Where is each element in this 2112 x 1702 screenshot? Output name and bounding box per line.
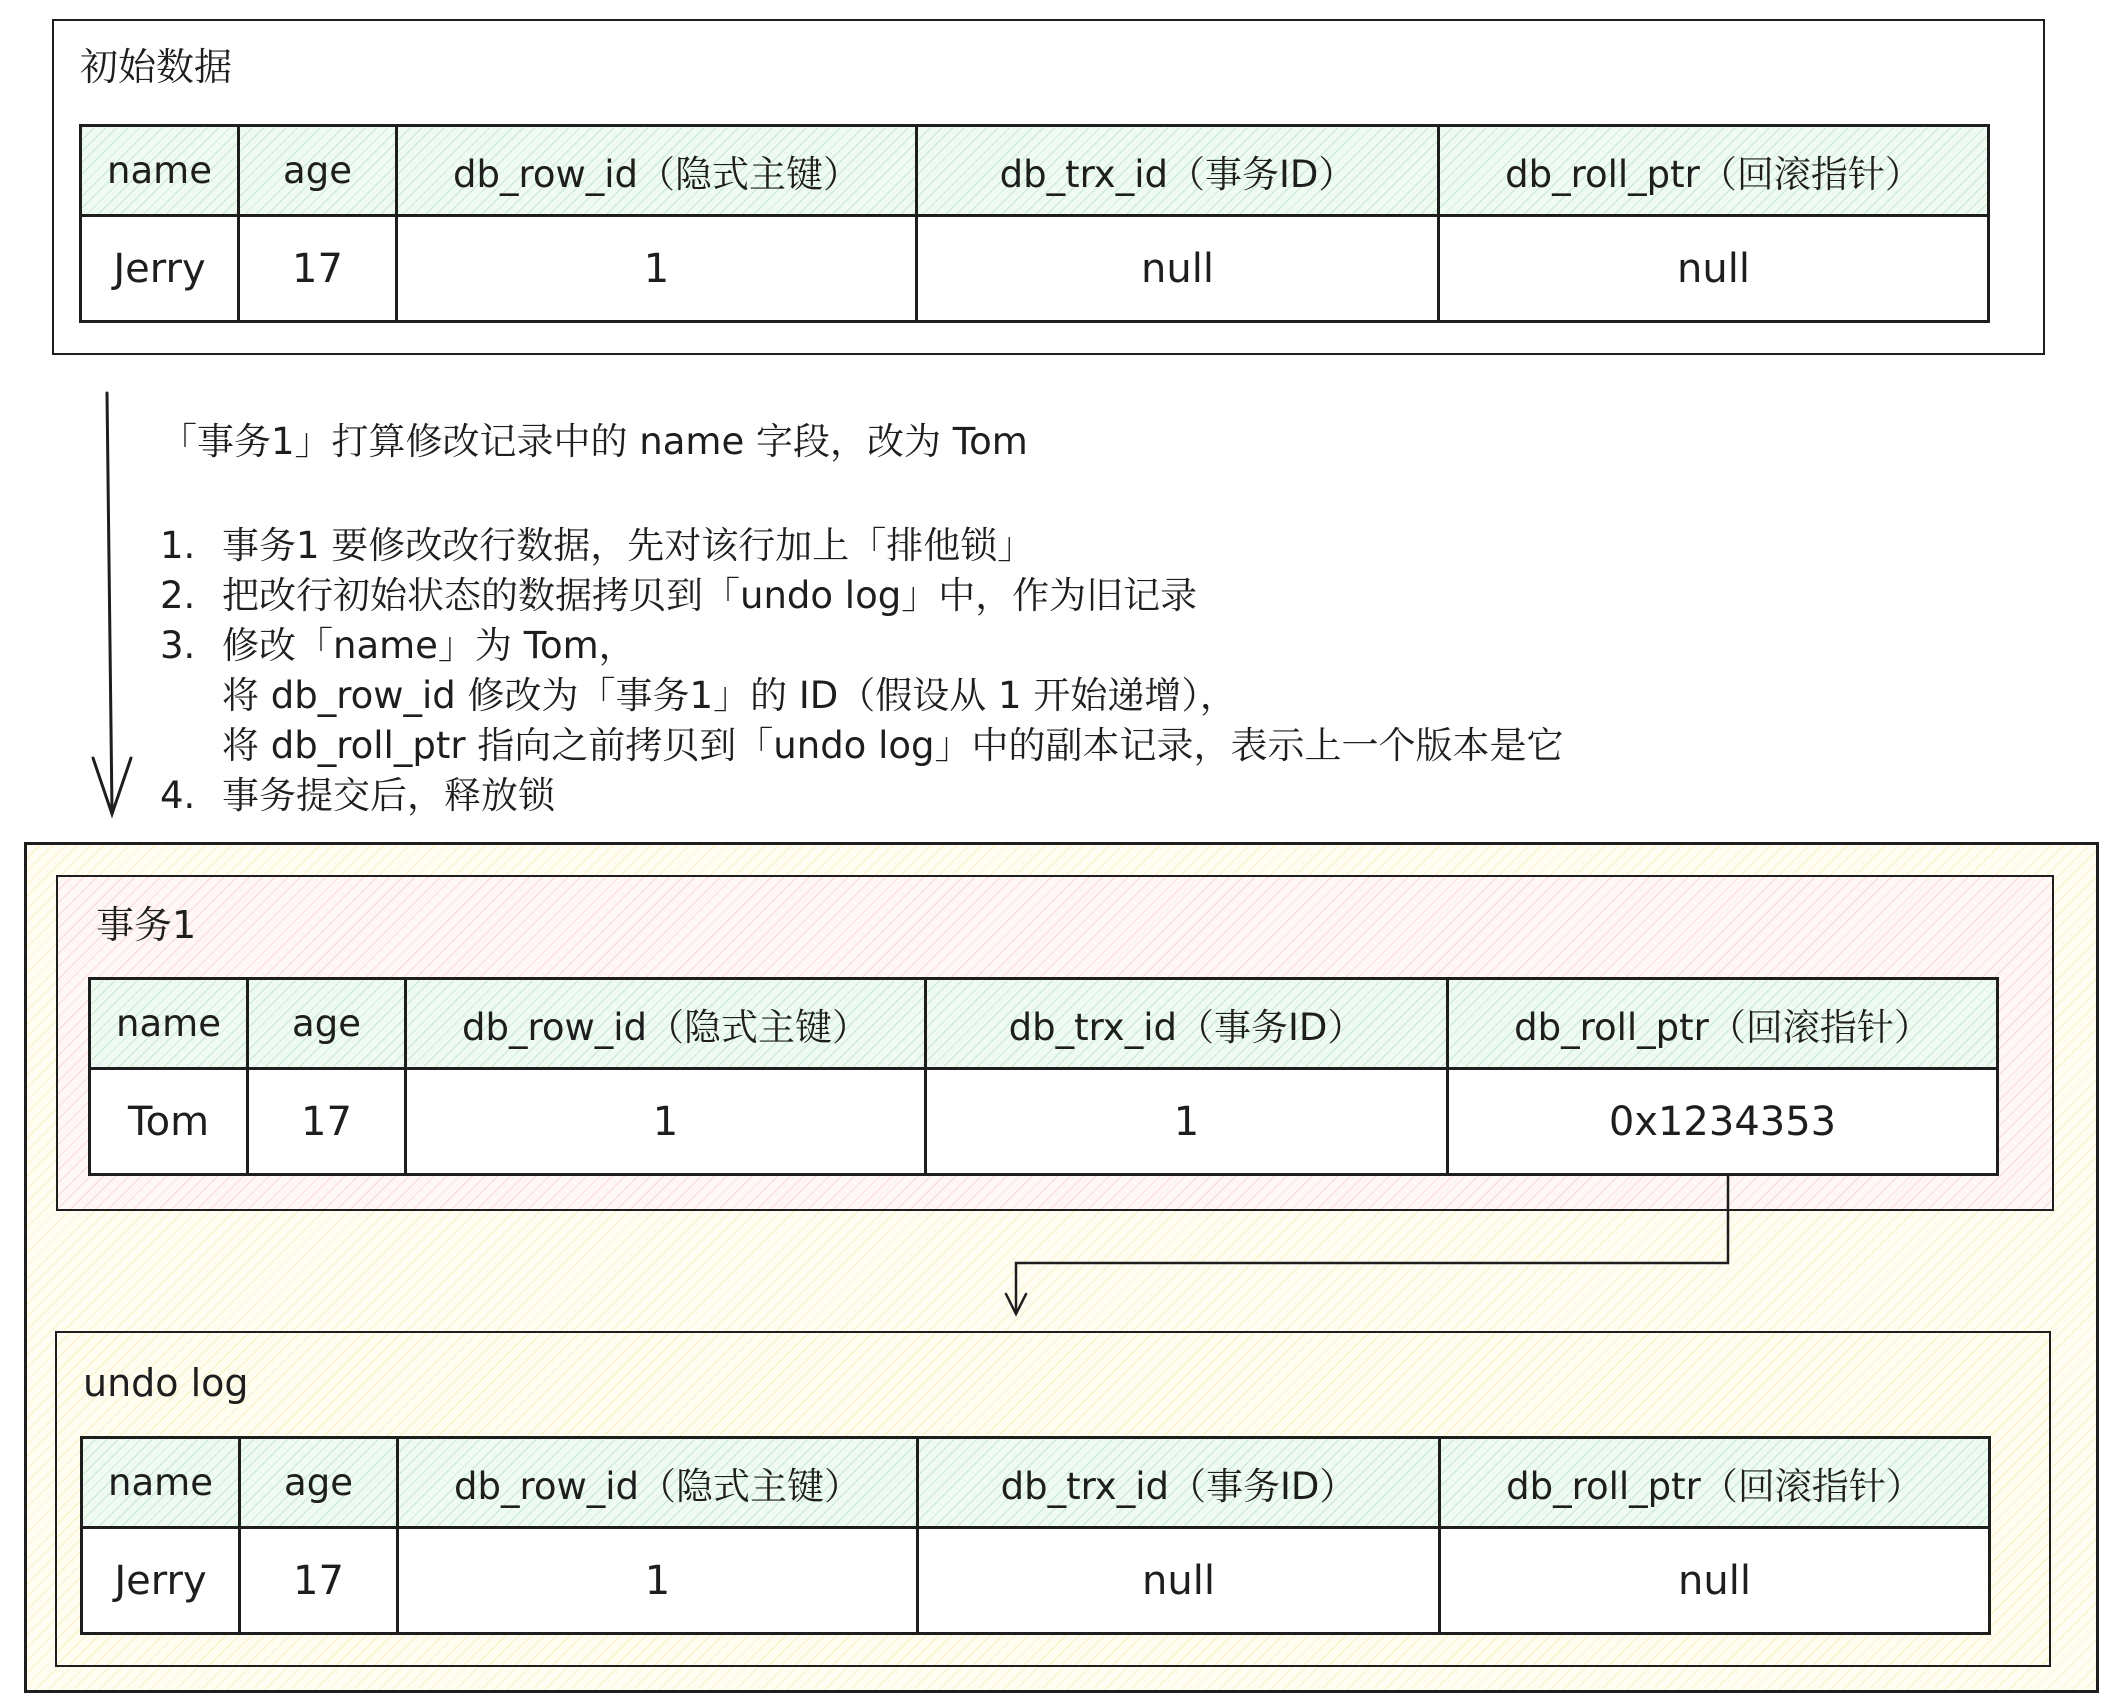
cell-db-roll-ptr: 0x1234353 [1448, 1069, 1998, 1175]
cell-name: Tom [90, 1069, 248, 1175]
cell-db-row-id: 1 [398, 1528, 918, 1634]
step-intro: 「事务1」打算修改记录中的 name 字段，改为 Tom [160, 420, 1028, 463]
step-text: 修改「name」为 Tom， [222, 624, 636, 667]
cell-age: 17 [248, 1069, 406, 1175]
header-age: age [248, 979, 406, 1069]
cell-db-trx-id: null [918, 1528, 1440, 1634]
initial-data-label: 初始数据 [80, 45, 233, 89]
undo-log-label: undo log [83, 1361, 249, 1405]
step-number: 3. [160, 624, 196, 667]
step-number: 2. [160, 574, 196, 617]
transaction-label: 事务1 [96, 903, 197, 947]
header-db-trx-id: db_trx_id（事务ID） [917, 126, 1439, 216]
step-number: 1. [160, 524, 196, 567]
header-db-row-id: db_row_id（隐式主键） [398, 1438, 918, 1528]
header-db-trx-id: db_trx_id（事务ID） [918, 1438, 1440, 1528]
step-text: 事务提交后，释放锁 [222, 774, 555, 817]
cell-db-row-id: 1 [406, 1069, 926, 1175]
header-db-roll-ptr: db_roll_ptr（回滚指针） [1448, 979, 1998, 1069]
cell-name: Jerry [82, 1528, 240, 1634]
cell-name: Jerry [81, 216, 239, 322]
cell-age: 17 [239, 216, 397, 322]
roll-pointer-arrow [1006, 1176, 1728, 1314]
cell-db-trx-id: 1 [926, 1069, 1448, 1175]
header-age: age [239, 126, 397, 216]
step-text: 事务1 要修改改行数据，先对该行加上「排他锁」 [222, 524, 1035, 567]
header-db-row-id: db_row_id（隐式主键） [397, 126, 917, 216]
cell-age: 17 [240, 1528, 398, 1634]
step-text: 将 db_row_id 修改为「事务1」的 ID（假设从 1 开始递增）， [222, 674, 1237, 717]
step-text: 把改行初始状态的数据拷贝到「undo log」中，作为旧记录 [222, 574, 1198, 617]
header-db-trx-id: db_trx_id（事务ID） [926, 979, 1448, 1069]
step-number: 4. [160, 774, 196, 817]
header-db-roll-ptr: db_roll_ptr（回滚指针） [1439, 126, 1989, 216]
header-db-row-id: db_row_id（隐式主键） [406, 979, 926, 1069]
header-name: name [81, 126, 239, 216]
cell-db-roll-ptr: null [1440, 1528, 1990, 1634]
flow-down-arrow [93, 393, 131, 814]
cell-db-trx-id: null [917, 216, 1439, 322]
header-age: age [240, 1438, 398, 1528]
cell-db-row-id: 1 [397, 216, 917, 322]
step-text: 将 db_roll_ptr 指向之前拷贝到「undo log」中的副本记录，表示上一个版本是它 [222, 724, 1564, 767]
header-name: name [82, 1438, 240, 1528]
cell-db-roll-ptr: null [1439, 216, 1989, 322]
header-name: name [90, 979, 248, 1069]
header-db-roll-ptr: db_roll_ptr（回滚指针） [1440, 1438, 1990, 1528]
